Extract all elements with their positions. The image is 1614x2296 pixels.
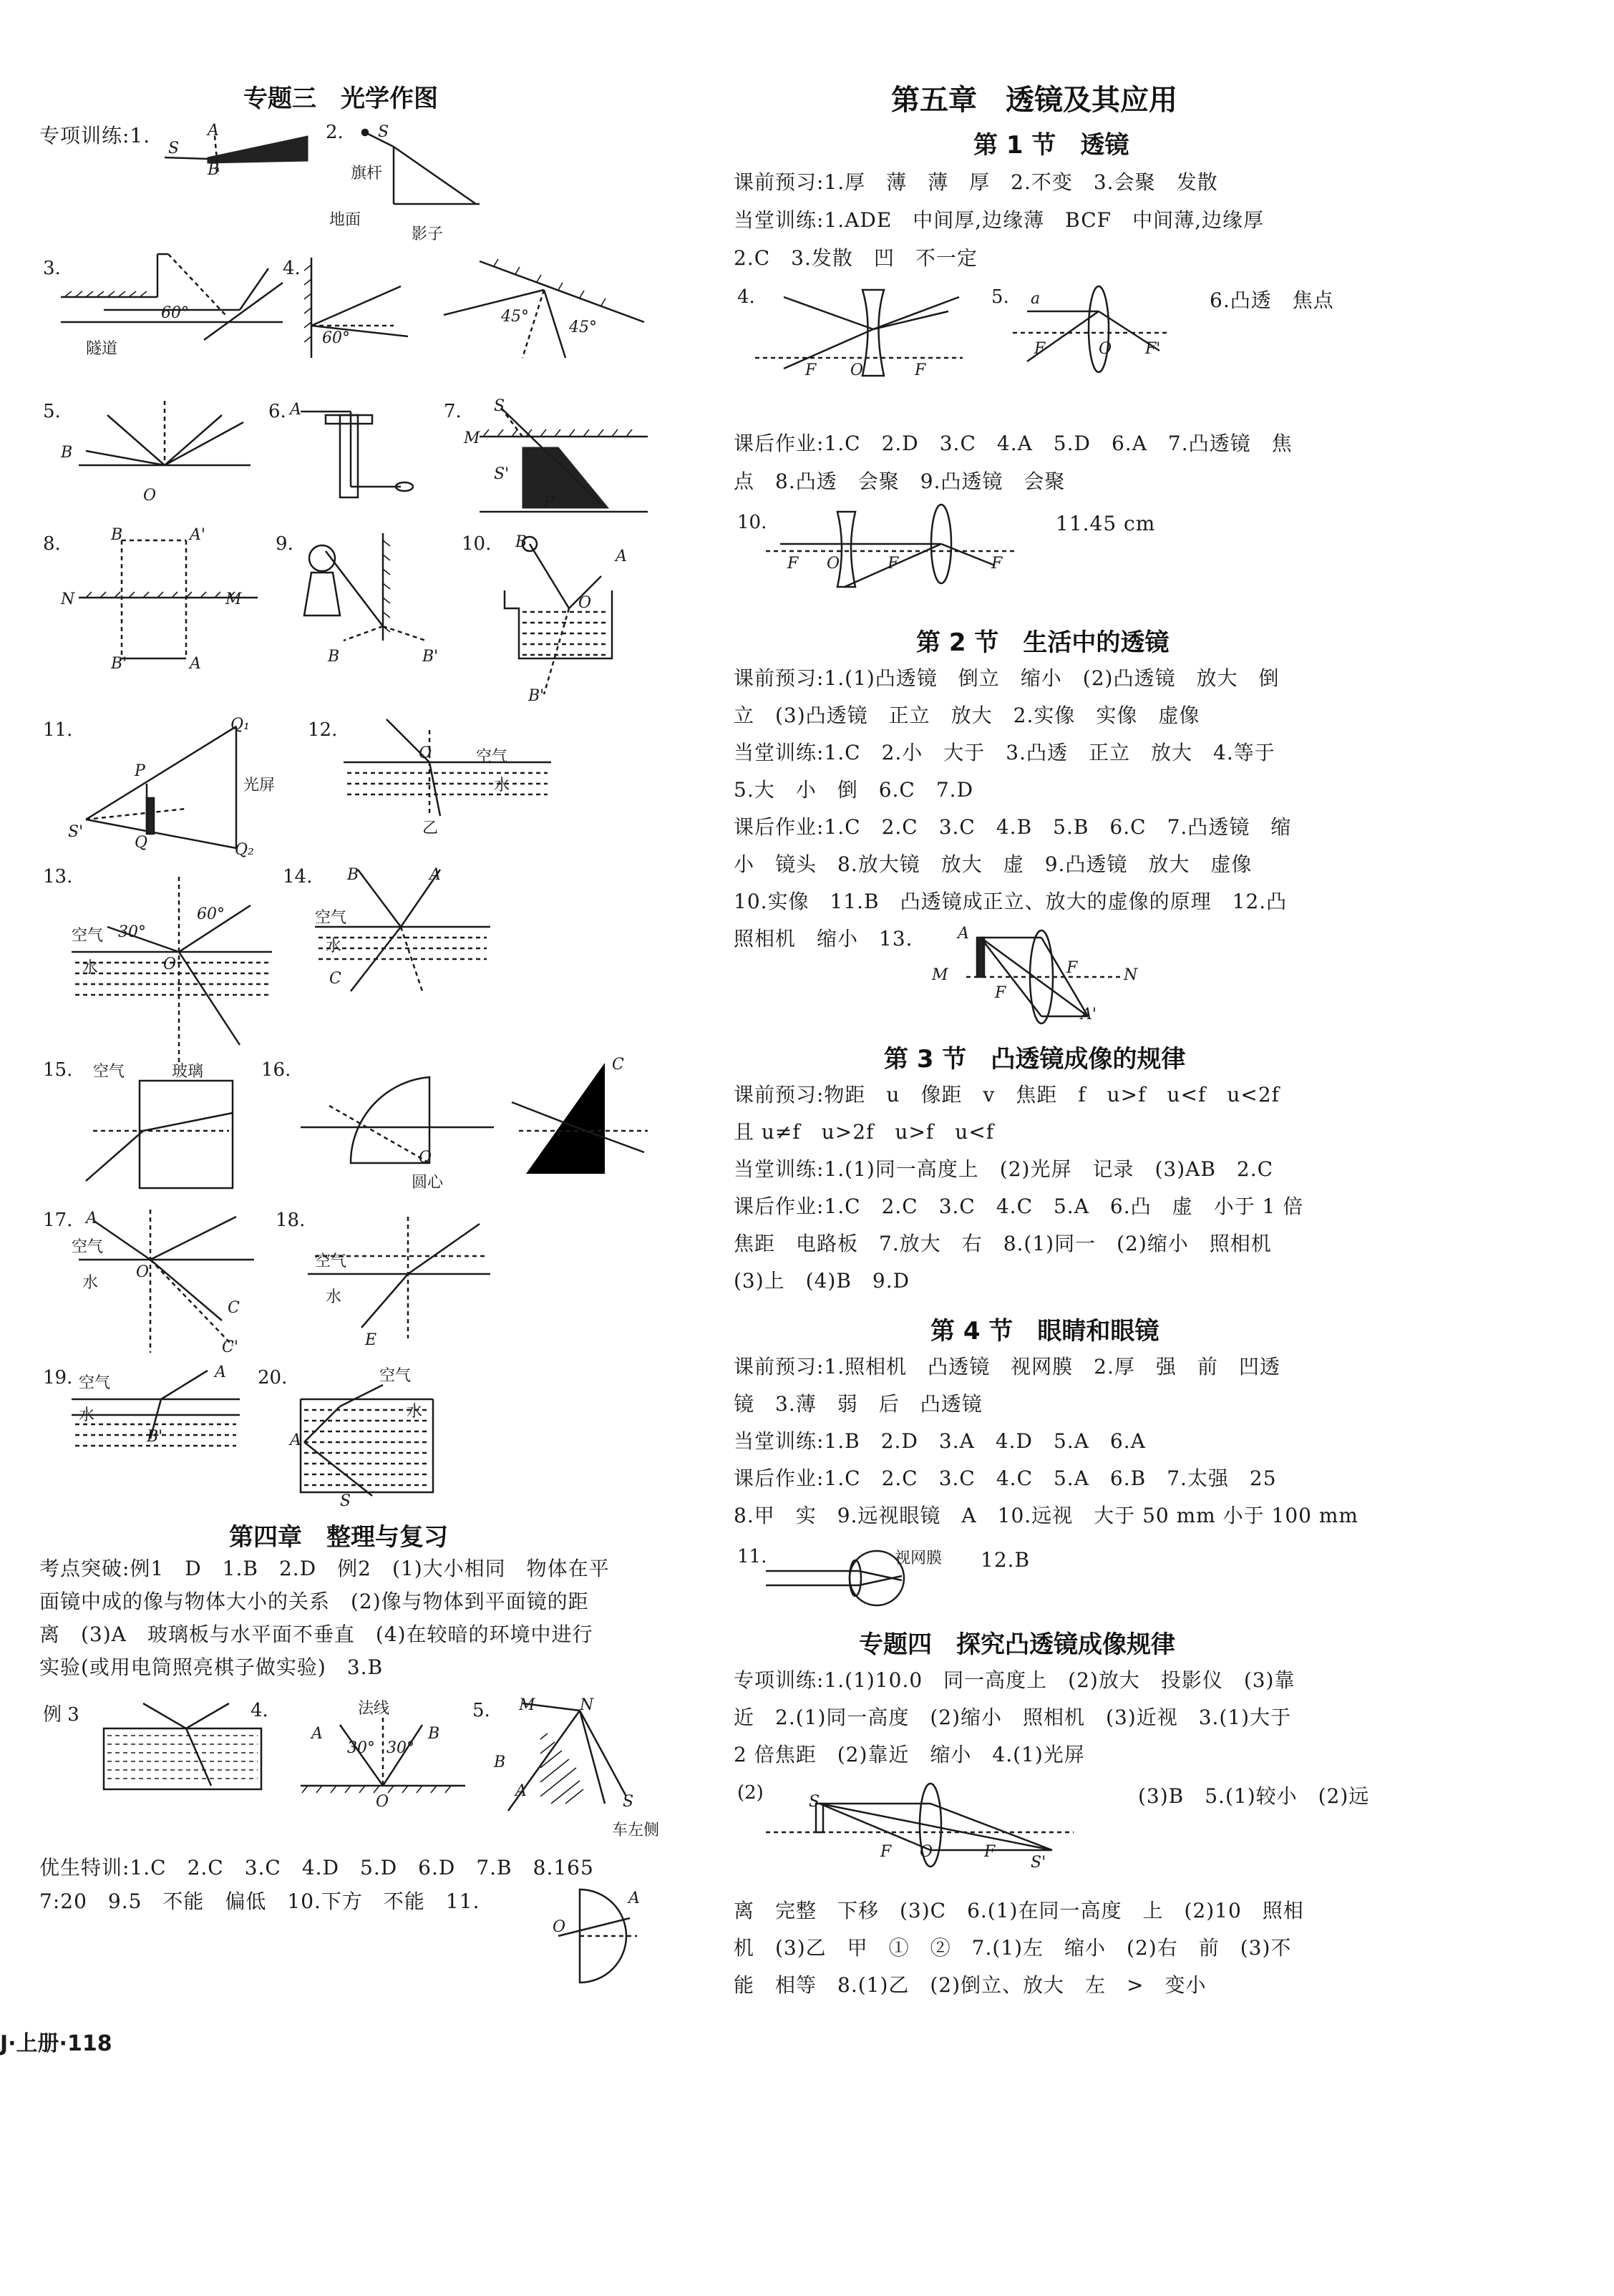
s4-line-1: 课前预习:1.照相机 凸透镜 视网膜 2.厚 强 前 凹透 xyxy=(734,1355,1280,1378)
f19-label-b: B' xyxy=(147,1428,163,1446)
s2-line-5: 课后作业:1.C 2.C 3.C 4.B 5.B 6.C 7.凸透镜 缩 xyxy=(734,815,1292,839)
figure-15-glass xyxy=(72,1081,243,1195)
f11-label-q: Q xyxy=(135,834,148,852)
f2-number: 2. xyxy=(326,122,344,143)
f4b-angle-1: 45° xyxy=(501,308,529,326)
t4-fig-s2: S' xyxy=(1031,1854,1046,1872)
topic3-intro: 专项训练:1. xyxy=(39,124,151,147)
ch4-line-3: 离 (3)A 玻璃板与水平面不垂直 (4)在较暗的环境中进行 xyxy=(39,1623,593,1646)
s2-line-7: 10.实像 11.B 凸透镜成正立、放大的虚像的原理 12.凸 xyxy=(734,890,1288,913)
s1-fig5-a: a xyxy=(1031,290,1041,308)
f13-angle30: 30° xyxy=(118,923,146,941)
f6-label-a: A xyxy=(290,401,301,419)
ch4-label-normal: 法线 xyxy=(358,1700,390,1718)
s2-line-4: 5.大 小 倒 6.C 7.D xyxy=(734,778,974,802)
s1-line-1: 课前预习:1.厚 薄 薄 厚 2.不变 3.会聚 发散 xyxy=(734,170,1218,194)
f13-label-air: 空气 xyxy=(72,927,104,945)
t4-fig-o: O xyxy=(920,1843,933,1861)
s4-line-4: 课后作业:1.C 2.C 3.C 4.C 5.A 6.B 7.太强 25 xyxy=(734,1466,1277,1490)
f12-number: 12. xyxy=(308,719,338,741)
figure-9-doll-mirror xyxy=(293,533,444,662)
ch4-label-s5: S xyxy=(623,1793,634,1811)
s4-fig11-number: 11. xyxy=(737,1546,767,1567)
s2-line-8: 照相机 缩小 13. xyxy=(734,927,913,950)
f18-label-water: 水 xyxy=(326,1288,342,1306)
f16-number: 16. xyxy=(261,1059,291,1081)
figure-16b-prism xyxy=(512,1059,655,1188)
f12-label-yi: 乙 xyxy=(422,819,439,837)
figure-20-water-tank xyxy=(297,1363,440,1507)
f11-number: 11. xyxy=(43,719,73,741)
f15-number: 15. xyxy=(43,1059,73,1081)
figure-14-refraction xyxy=(315,866,494,1002)
f14-number: 14. xyxy=(283,866,313,887)
f11-label-s: S' xyxy=(68,823,84,841)
s2-fig13-a: A xyxy=(958,925,969,943)
s2-fig13-a2: A' xyxy=(1081,1006,1097,1023)
figure-6-periscope xyxy=(301,401,429,508)
f16-label-c: C xyxy=(612,1056,624,1074)
f10-number: 10. xyxy=(462,533,492,555)
s2-line-6: 小 镜头 8.放大镜 放大 虚 9.凸透镜 放大 虚像 xyxy=(734,852,1253,876)
f11-label-p: P xyxy=(135,762,145,780)
f1-label-s: S xyxy=(168,140,180,157)
s3-line-5: 焦距 电路板 7.放大 右 8.(1)同一 (2)缩小 照相机 xyxy=(734,1232,1272,1255)
f18-label-e: E xyxy=(365,1331,377,1349)
figure-18-refraction xyxy=(308,1210,494,1346)
t4-after-fig: (3)B 5.(1)较小 (2)远 xyxy=(1138,1784,1370,1808)
figure-5-reflection xyxy=(79,401,251,487)
f4-number: 4. xyxy=(283,258,301,279)
f14-label-b: B xyxy=(347,866,359,884)
f19-number: 19. xyxy=(43,1367,73,1388)
ch4-figure-5 xyxy=(501,1703,666,1818)
f17-label-water: 水 xyxy=(82,1274,99,1292)
s4-line-2: 镜 3.薄 弱 后 凸透镜 xyxy=(734,1392,983,1416)
f2-label-shadow: 影子 xyxy=(412,225,444,243)
t4-title: 专题四 探究凸透镜成像规律 xyxy=(859,1630,1175,1659)
f16-label-center: 圆心 xyxy=(412,1174,444,1192)
s1-homework-1: 课后作业:1.C 2.D 3.C 4.A 5.D 6.A 7.凸透镜 焦 xyxy=(734,432,1293,455)
f8-label-m: M xyxy=(225,590,242,608)
f7-label-s2: S' xyxy=(494,465,510,483)
ch4-line-2: 面镜中成的像与物体大小的关系 (2)像与物体到平面镜的距 xyxy=(39,1590,589,1613)
f1-label-b: B xyxy=(208,161,220,179)
ch4-label-m: M xyxy=(519,1696,535,1714)
f4-angle: 60° xyxy=(322,329,350,347)
ch5-title: 第五章 透镜及其应用 xyxy=(891,84,1177,117)
s1-fig10-f3: F xyxy=(991,555,1003,573)
ch4-label-car: 车左侧 xyxy=(612,1821,660,1839)
ch4-label-b5: B xyxy=(494,1753,506,1771)
ch4-title: 第四章 整理与复习 xyxy=(229,1523,448,1552)
ch4-special-1: 优生特训:1.C 2.C 3.C 4.D 5.D 6.D 7.B 8.165 xyxy=(39,1856,594,1879)
f2-label-s: S xyxy=(378,123,389,141)
f13-label-water: 水 xyxy=(82,959,99,977)
ch4-label-a: A xyxy=(311,1725,323,1743)
page-footer: J·上册·118 xyxy=(0,2031,112,2056)
ch4-example3: 例 3 xyxy=(43,1704,79,1726)
f20-number: 20. xyxy=(258,1367,288,1388)
f2-label-ground: 地面 xyxy=(329,211,361,229)
f19-label-water: 水 xyxy=(79,1406,95,1424)
s1-answer-11: 11.45 cm xyxy=(1056,512,1156,535)
s1-fig10-number: 10. xyxy=(737,512,767,533)
f8-number: 8. xyxy=(43,533,61,555)
ch4-line-1: 考点突破:例1 D 1.B 2.D 例2 (1)大小相同 物体在平 xyxy=(39,1557,610,1580)
ch4-figure-example3 xyxy=(104,1700,268,1793)
figure-11-screen xyxy=(79,716,265,859)
s1-fig4-o: O xyxy=(850,361,864,379)
t4-fig-f2: F xyxy=(984,1843,996,1861)
s1-fig5-f2: F' xyxy=(1145,340,1161,358)
s3-line-3: 当堂训练:1.(1)同一高度上 (2)光屏 记录 (3)AB 2.C xyxy=(734,1157,1274,1181)
s3-line-4: 课后作业:1.C 2.C 3.C 4.C 5.A 6.凸 虚 小于 1 倍 xyxy=(734,1195,1304,1218)
t4-fig-f1: F xyxy=(880,1843,892,1861)
s3-line-2: 且 u≠f u>2f u>f u<f xyxy=(734,1120,995,1144)
s1-fig5-o: O xyxy=(1099,340,1112,358)
s1-fig10-f2: F xyxy=(888,555,899,573)
s2-fig13-m: M xyxy=(932,966,948,984)
s2-line-1: 课前预习:1.(1)凸透镜 倒立 缩小 (2)凸透镜 放大 倒 xyxy=(734,666,1280,690)
f3-angle: 60° xyxy=(161,304,189,322)
s4-line-5: 8.甲 实 9.远视眼镜 A 10.远视 大于 50 mm 小于 100 mm xyxy=(734,1504,1358,1527)
s1-fig5-number: 5. xyxy=(991,286,1009,308)
f9-label-b: B xyxy=(328,648,340,666)
s1-fig10-o1: O xyxy=(827,555,840,573)
s2-fig13-f2: F xyxy=(1066,959,1078,977)
s2-title: 第 2 节 生活中的透镜 xyxy=(916,628,1170,657)
f8-label-b2: B' xyxy=(111,655,127,673)
ch4-label-b: B xyxy=(428,1725,440,1743)
t4-line-4: 离 完整 下移 (3)C 6.(1)在同一高度 上 (2)10 照相 xyxy=(734,1899,1304,1922)
t4-fig-s: S xyxy=(809,1793,820,1811)
f10-label-o: O xyxy=(578,594,592,612)
f10-label-a: A xyxy=(616,548,627,565)
s4-figure-11-eye xyxy=(766,1546,909,1610)
f7-label-p: P xyxy=(544,494,555,512)
ch4-label-a30r: 30° xyxy=(387,1739,414,1757)
s4-title: 第 4 节 眼睛和眼镜 xyxy=(930,1317,1160,1346)
ch4-f11-label-o: O xyxy=(553,1918,566,1936)
f7-number: 7. xyxy=(444,401,462,422)
s1-fig10-f1: F xyxy=(787,555,799,573)
s1-fig4-f1: F xyxy=(805,361,817,379)
f1-label-a: A xyxy=(208,122,219,140)
f8-label-n: N xyxy=(61,590,75,608)
s2-line-3: 当堂训练:1.C 2.小 大于 3.凸透 正立 放大 4.等于 xyxy=(734,741,1275,764)
f16-label-o: O xyxy=(419,1149,432,1167)
f17-label-c: C xyxy=(228,1299,240,1317)
f18-number: 18. xyxy=(276,1210,306,1231)
f11-label-screen: 光屏 xyxy=(243,777,276,794)
f15-label-air: 空气 xyxy=(93,1063,125,1081)
ch4-label-a5: A xyxy=(515,1782,527,1800)
ch4-fig5-number: 5. xyxy=(472,1700,490,1721)
s3-title: 第 3 节 凸透镜成像的规律 xyxy=(884,1045,1186,1074)
f13-angle60: 60° xyxy=(197,905,225,923)
s2-line-2: 立 (3)凸透镜 正立 放大 2.实像 实像 虚像 xyxy=(734,704,1200,727)
s1-homework-2: 点 8.凸透 会聚 9.凸透镜 会聚 xyxy=(734,470,1066,493)
ch4-line-4: 实验(或用电筒照亮棋子做实验) 3.B xyxy=(39,1655,384,1679)
f7-label-s: S xyxy=(494,397,505,415)
f9-label-b2: B' xyxy=(422,648,439,666)
f13-label-o: O xyxy=(163,955,177,973)
f2-label-pole: 旗杆 xyxy=(351,165,383,183)
figure-16-semicircle xyxy=(286,1056,501,1185)
f19-label-a: A xyxy=(215,1363,226,1381)
f15-label-glass: 玻璃 xyxy=(172,1063,204,1081)
f8-label-a: A xyxy=(190,655,201,673)
f13-number: 13. xyxy=(43,866,73,887)
s4-fig11-retina: 视网膜 xyxy=(895,1550,943,1567)
f12-label-o: O xyxy=(419,744,432,762)
f8-label-b: B xyxy=(111,526,123,544)
s1-answer-6: 6.凸透 焦点 xyxy=(1210,288,1334,312)
f20-label-air: 空气 xyxy=(379,1367,412,1385)
f6-number: 6. xyxy=(268,401,286,422)
ch4-figure-4 xyxy=(301,1711,472,1804)
t4-line-2: 近 2.(1)同一高度 (2)缩小 照相机 (3)近视 3.(1)大于 xyxy=(734,1706,1292,1729)
f4b-angle-2: 45° xyxy=(569,318,597,336)
s4-line-3: 当堂训练:1.B 2.D 3.A 4.D 5.A 6.A xyxy=(734,1429,1146,1453)
f20-label-a: A xyxy=(290,1431,301,1449)
f20-label-water: 水 xyxy=(407,1403,423,1421)
f20-label-s: S xyxy=(340,1492,351,1510)
s1-fig4-number: 4. xyxy=(737,286,755,308)
s2-fig13-n: N xyxy=(1124,966,1138,984)
f5-label-b: B xyxy=(61,444,73,462)
s3-line-6: (3)上 (4)B 9.D xyxy=(734,1269,910,1293)
ch4-label-o: O xyxy=(376,1793,389,1811)
f3-tunnel: 隧道 xyxy=(86,340,118,358)
f12-label-air: 空气 xyxy=(476,748,508,766)
s1-figure-10-lenses xyxy=(766,501,1024,594)
f8-label-a2: A' xyxy=(190,526,205,544)
f17-number: 17. xyxy=(43,1210,73,1231)
s1-line-2: 当堂训练:1.ADE 中间厚,边缘薄 BCF 中间薄,边缘厚 xyxy=(734,208,1265,232)
figure-1-mirror xyxy=(165,115,329,179)
f17-label-a: A xyxy=(86,1210,97,1227)
topic3-title: 专题三 光学作图 xyxy=(243,84,438,113)
s1-title: 第 1 节 透镜 xyxy=(973,131,1129,160)
f5-number: 5. xyxy=(43,401,61,422)
t4-line-1: 专项训练:1.(1)10.0 同一高度上 (2)放大 投影仪 (3)靠 xyxy=(734,1668,1295,1692)
f14-label-air: 空气 xyxy=(315,909,347,927)
f5-label-o: O xyxy=(143,487,157,505)
t4-line-3: 2 倍焦距 (2)靠近 缩小 4.(1)光屏 xyxy=(734,1743,1085,1766)
f17-label-c2: C' xyxy=(222,1338,238,1356)
s2-figure-13-lens xyxy=(945,923,1131,1031)
f11-label-q1: Q₁ xyxy=(230,716,250,734)
ch4-label-n: N xyxy=(580,1696,594,1714)
figure-7-mirror xyxy=(480,397,651,515)
figure-17-refraction xyxy=(79,1210,258,1360)
t4-line-5: 机 (3)乙 甲 ① ② 7.(1)左 缩小 (2)右 前 (3)不 xyxy=(734,1936,1292,1960)
f10-label-b2: B' xyxy=(528,687,545,705)
f17-label-air: 空气 xyxy=(72,1238,104,1256)
ch4-special-2: 7:20 9.5 不能 偏低 10.下方 不能 11. xyxy=(39,1889,480,1913)
f17-label-o: O xyxy=(136,1263,150,1281)
s4-answer-12: 12.B xyxy=(981,1548,1031,1572)
s1-fig4-f2: F xyxy=(915,361,926,379)
f11-label-q2: Q₂ xyxy=(235,841,254,859)
f18-label-air: 空气 xyxy=(315,1252,347,1270)
f10-label-b: B xyxy=(515,533,528,551)
ch4-fig4-number: 4. xyxy=(251,1700,268,1721)
s3-line-1: 课前预习:物距 u 像距 v 焦距 f u>f u<f u<2f xyxy=(734,1083,1280,1106)
f9-number: 9. xyxy=(276,533,293,555)
f14-label-a: A xyxy=(429,866,441,884)
ch4-figure-11-semicircle xyxy=(530,1889,644,1983)
f12-label-water: 水 xyxy=(494,777,510,794)
s1-line-3: 2.C 3.发散 凹 不一定 xyxy=(734,246,978,270)
s1-fig5-f: F xyxy=(1034,340,1046,358)
f3-number: 3. xyxy=(43,258,61,279)
f19-label-air: 空气 xyxy=(79,1374,111,1392)
ch4-label-a30l: 30° xyxy=(347,1739,375,1757)
t4-fig-number: (2) xyxy=(737,1782,764,1804)
figure-10-water-tank xyxy=(501,533,630,705)
s2-fig13-f1: F xyxy=(995,984,1006,1002)
t4-line-6: 能 相等 8.(1)乙 (2)倒立、放大 左 > 变小 xyxy=(734,1973,1207,1997)
figure-4-mirror xyxy=(301,258,429,365)
ch4-f11-label-a: A xyxy=(628,1889,640,1907)
f7-label-m: M xyxy=(464,429,480,447)
figure-4b-mirror xyxy=(437,258,651,365)
f14-label-water: 水 xyxy=(326,938,342,955)
figure-12-refraction xyxy=(344,716,558,837)
f14-label-c: C xyxy=(329,970,341,988)
